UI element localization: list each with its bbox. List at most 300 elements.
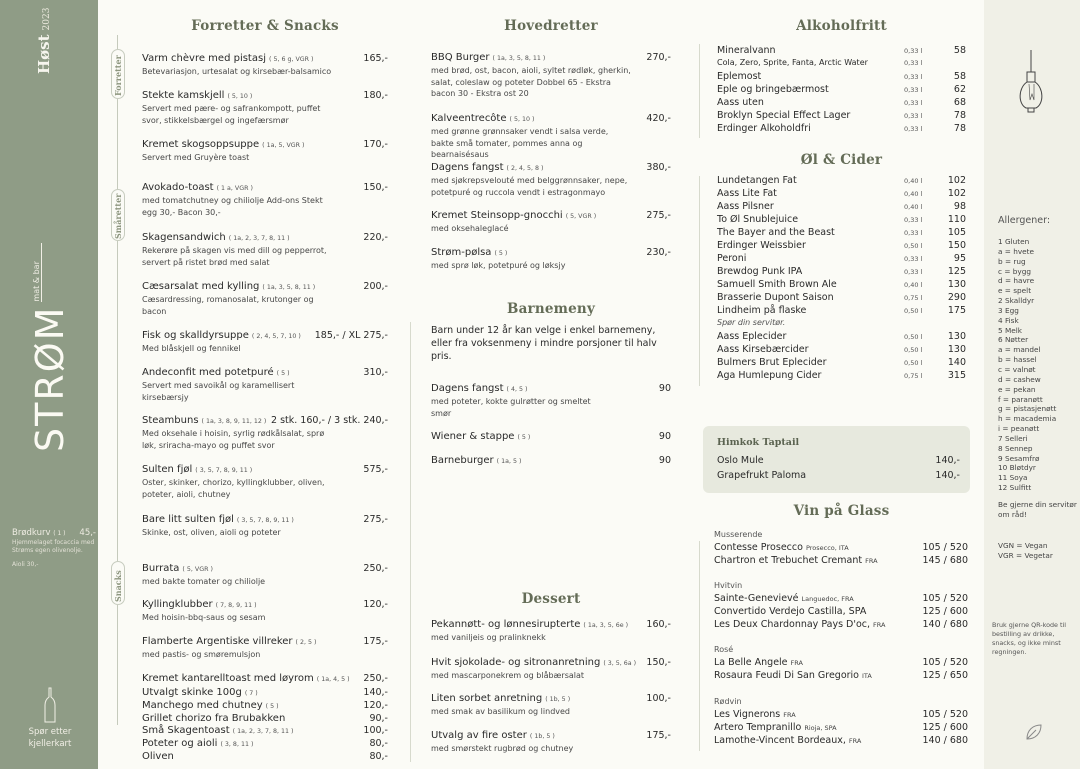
item-price: 100,- xyxy=(646,693,671,704)
menu-item xyxy=(431,155,671,198)
tab-snacks: Snacks xyxy=(111,561,125,605)
alkoholfritt-item xyxy=(717,110,966,123)
wine-item xyxy=(714,670,968,683)
item-name: Hvit sjokolade- og sitronanretning xyxy=(431,657,601,668)
barnemeny-title: Barnemeny xyxy=(506,301,595,317)
wine-name: Rosaura Feudi Di San Gregorio xyxy=(714,670,859,681)
wine-group-label: Hvitvin xyxy=(714,581,743,590)
wine-origin: ITA xyxy=(862,672,872,680)
item-allergens: ( 3, 5, 6a ) xyxy=(603,660,637,667)
wine-price: 105 / 520 xyxy=(922,593,968,604)
drink-price: 98 xyxy=(953,201,966,212)
menu-item xyxy=(431,376,671,419)
menu-item xyxy=(142,629,388,661)
allergen-entry: b = rug xyxy=(998,256,1026,266)
item-desc: Oster, skinker, chorizo, kyllingklubber, oliven, poteter, aioli, chutney xyxy=(142,478,325,499)
snack-item xyxy=(142,744,388,763)
wine-origin: Prosecco, ITA xyxy=(805,544,849,552)
qr-note: Bruk gjerne QR-kode til bestilling av drikke, snacks, og ikke minst regningen. xyxy=(992,621,1067,656)
column-divider xyxy=(410,322,411,762)
item-price: 380,- xyxy=(646,162,671,173)
wine-name: Contesse Prosecco xyxy=(714,542,803,553)
allergen-entry: 11 Soya xyxy=(998,473,1028,483)
wine-price: 125 / 650 xyxy=(922,670,968,681)
drink-name: Brewdog Punk IPA xyxy=(717,266,803,277)
wine-name: Lamothe-Vincent Bordeaux, xyxy=(714,735,846,746)
allergen-entry: 6 Nøtter xyxy=(998,335,1029,345)
drink-name: Lindheim på flaske xyxy=(717,305,807,316)
menu-item xyxy=(431,650,671,682)
ol-note: Spør din servitør. xyxy=(717,318,786,327)
wine-item xyxy=(714,722,968,735)
drink-volume: 0,40 l xyxy=(904,177,923,185)
item-price: 80,- xyxy=(369,738,388,749)
item-allergens: ( 1a, 4, 5 ) xyxy=(316,676,350,683)
item-allergens: ( 5, 10 ) xyxy=(509,116,535,123)
allergen-entry: g = pistasjenøtt xyxy=(998,404,1057,414)
drink-volume: 0,50 l xyxy=(904,307,923,315)
drink-volume: 0,50 l xyxy=(904,333,923,341)
ol-item xyxy=(717,279,966,292)
taptail-box xyxy=(703,426,970,493)
tab-forretter: Forretter xyxy=(111,49,125,99)
drink-price: 110 xyxy=(947,214,966,225)
lightbulb-icon xyxy=(1014,50,1048,116)
drink-volume: 0,33 l xyxy=(904,73,923,81)
drink-volume: 0,33 l xyxy=(904,216,923,224)
bread-price: 45,- xyxy=(79,528,96,538)
item-desc: Skinke, ost, oliven, aioli og poteter xyxy=(142,528,281,537)
hovedretter-column xyxy=(431,0,671,769)
item-name: BBQ Burger xyxy=(431,52,490,63)
wine-origin: FRA xyxy=(865,557,878,565)
ol-title: Øl & Cider xyxy=(800,152,883,168)
drink-name: Eplemost xyxy=(717,71,762,82)
drink-volume: 0,33 l xyxy=(904,255,923,263)
item-allergens: ( 1a, 3, 5, 8, 11 ) xyxy=(262,284,316,291)
item-price: 275,- xyxy=(646,210,671,221)
drink-name: Aass Lite Fat xyxy=(717,188,777,199)
drink-price: 78 xyxy=(953,123,966,134)
menu-item xyxy=(142,274,388,317)
dessert-title: Dessert xyxy=(521,591,581,607)
bread-allergens: ( 1 ) xyxy=(53,530,66,537)
item-desc: Med blåskjell og fennikel xyxy=(142,344,241,353)
wine-name: Artero Tempranillo xyxy=(714,722,802,733)
item-name: Sulten fjøl xyxy=(142,464,193,475)
wine-price: 105 / 520 xyxy=(922,657,968,668)
menu-item xyxy=(431,203,671,235)
menu-item xyxy=(142,225,388,268)
menu-item xyxy=(431,106,671,161)
wine-price: 125 / 600 xyxy=(922,722,968,733)
item-allergens: ( 1a, 2, 3, 7, 8, 11 ) xyxy=(228,235,290,242)
wine-item xyxy=(714,593,968,606)
bread-basket xyxy=(12,528,96,568)
cellar-note: Spør etter kjellerkart xyxy=(28,727,72,749)
wine-price: 125 / 600 xyxy=(922,606,968,617)
drink-name: Lundetangen Fat xyxy=(717,175,797,186)
column-divider xyxy=(699,541,700,751)
ol-item xyxy=(717,292,966,305)
item-name: Cæsarsalat med kylling xyxy=(142,281,260,292)
brand-name: STRØM xyxy=(28,305,72,452)
item-price: 90 xyxy=(658,431,671,442)
drink-name: Aass Kirsebærcider xyxy=(717,344,809,355)
drink-price: 105 xyxy=(947,227,966,238)
drink-name: Eple og bringebærmost xyxy=(717,84,829,95)
allergen-entry: e = spelt xyxy=(998,286,1032,296)
drink-volume: 0,50 l xyxy=(904,242,923,250)
item-name: Andeconfit med potetpuré xyxy=(142,367,274,378)
drink-price: 130 xyxy=(947,344,966,355)
item-desc: med smak av basilikum og lindved xyxy=(431,707,571,716)
drikke-column xyxy=(717,0,966,420)
item-allergens: ( 1a, 3, 8, 9, 11, 12 ) xyxy=(201,418,267,425)
drink-name: Erdinger Alkoholdfri xyxy=(717,123,811,134)
item-allergens: ( 2, 5 ) xyxy=(295,639,317,646)
menu-item xyxy=(142,556,388,588)
alkoholfritt-item xyxy=(717,71,966,84)
item-name: Pekannøtt- og lønnesirupterte xyxy=(431,619,581,630)
item-name: Dagens fangst xyxy=(431,162,504,173)
brand-logo xyxy=(28,262,74,452)
item-allergens: ( 1a, 3, 5, 8, 11 ) xyxy=(492,55,546,62)
item-allergens: ( 2, 4, 5, 8 ) xyxy=(506,165,544,172)
season-year: 2023 xyxy=(42,7,52,31)
item-desc: Servert med pære- og safrankompott, puffet svor, stikkelsbærgel og ingefærsmør xyxy=(142,104,321,125)
allergener-list xyxy=(998,237,1056,493)
item-allergens: ( 5, 10 ) xyxy=(227,93,253,100)
ol-item xyxy=(717,253,966,266)
drink-price: 58 xyxy=(953,71,966,82)
wine-name: La Belle Angele xyxy=(714,657,788,668)
item-desc: Cæsardressing, romanosalat, krutonger og bacon xyxy=(142,295,314,316)
drink-price: 125 xyxy=(947,266,966,277)
item-price: 120,- xyxy=(363,599,388,610)
drink-name: Erdinger Weissbier xyxy=(717,240,806,251)
wine-price: 105 / 520 xyxy=(922,542,968,553)
item-price: 250,- xyxy=(363,563,388,574)
drink-volume: 0,33 l xyxy=(904,268,923,276)
item-name: Liten sorbet anretning xyxy=(431,693,543,704)
allergen-entry: c = bygg xyxy=(998,266,1031,276)
item-price: 90 xyxy=(658,383,671,394)
season-title: Høst xyxy=(35,34,53,74)
item-name: Steambuns xyxy=(142,415,199,426)
drink-name: Peroni xyxy=(717,253,747,264)
item-price: 230,- xyxy=(646,247,671,258)
item-price: 140,- xyxy=(363,687,388,698)
item-desc: med bakte tomater og chiliolje xyxy=(142,577,266,586)
item-price: 250,- xyxy=(363,673,388,684)
drink-price: 130 xyxy=(947,331,966,342)
allergen-entry: b = hassel xyxy=(998,355,1037,365)
item-allergens: ( 5 ) xyxy=(276,370,290,377)
drink-volume: 0,40 l xyxy=(904,190,923,198)
allergen-entry: i = peanøtt xyxy=(998,424,1040,434)
alkoholfritt-title: Alkoholfritt xyxy=(796,18,887,34)
ol-item xyxy=(717,331,966,344)
drink-name: Broklyn Special Effect Lager xyxy=(717,110,851,121)
item-allergens: ( 5, 6 g, VGR ) xyxy=(268,56,314,63)
wine-group-label: Rosé xyxy=(714,645,734,654)
item-price: 80,- xyxy=(369,751,388,762)
item-price: 310,- xyxy=(363,367,388,378)
ol-item xyxy=(717,240,966,253)
item-price: 170,- xyxy=(363,139,388,150)
item-desc: med grønne grønnsaker vendt i salsa verde, bakte små tomater, pommes anna og bearnaisésaus xyxy=(431,127,609,159)
item-allergens: ( 3, 5, 7, 8, 9, 11 ) xyxy=(195,467,253,474)
drink-volume: 0,50 l xyxy=(904,346,923,354)
drink-price: 175 xyxy=(947,305,966,316)
menu-item xyxy=(142,46,388,78)
item-price: 150,- xyxy=(646,657,671,668)
item-name: Oliven xyxy=(142,751,174,762)
wine-price: 140 / 680 xyxy=(922,735,968,746)
item-price: 160,- xyxy=(646,619,671,630)
wine-name: Chartron et Trebuchet Cremant xyxy=(714,555,863,566)
item-name: Dagens fangst xyxy=(431,383,504,394)
item-name: Bare litt sulten fjøl xyxy=(142,514,234,525)
wine-origin: Languedoc, FRA xyxy=(801,595,854,603)
item-price: 220,- xyxy=(363,232,388,243)
allergener-title: Allergener: xyxy=(998,215,1051,226)
ol-item xyxy=(717,175,966,188)
alkoholfritt-item xyxy=(717,45,966,58)
item-desc: Med oksehale i hoisin, syrlig rødkålsalat, sprø løk, sriracha-mayo og puffet svor xyxy=(142,429,325,450)
item-desc: med tomatchutney og chiliolje Add-ons Stekt egg 30,- Bacon 30,- xyxy=(142,196,323,217)
item-name: Skagensandwich xyxy=(142,232,226,243)
forretter-column xyxy=(142,0,388,769)
alkoholfritt-item xyxy=(717,84,966,97)
menu-item xyxy=(431,612,671,644)
item-allergens: ( 5, VGR ) xyxy=(565,213,597,220)
allergen-entry: a = hvete xyxy=(998,246,1035,256)
allergen-entry: f = paranøtt xyxy=(998,394,1043,404)
bread-desc: Hjemmelaget focaccia med Strøms egen olivenolje. xyxy=(12,539,95,554)
ol-item xyxy=(717,357,966,370)
menu-item xyxy=(142,408,388,451)
wine-name: Convertido Verdejo Castilla, SPA xyxy=(714,606,867,617)
allergen-entry: 4 Fisk xyxy=(998,315,1019,325)
item-desc: Servert med savoikål og karamellisert kirsebærsjy xyxy=(142,381,295,402)
allergen-entry: 5 Melk xyxy=(998,325,1022,335)
ol-item xyxy=(717,305,966,318)
taptail-item: Oslo Mule 140,- xyxy=(717,455,960,466)
bread-name: Brødkurv xyxy=(12,528,51,538)
item-price: 275,- xyxy=(363,514,388,525)
drink-name: Cola, Zero, Sprite, Fanta, Arctic Water xyxy=(717,58,868,67)
item-desc: med vaniljeis og pralinknekk xyxy=(431,633,546,642)
menu-item xyxy=(142,592,388,624)
allergen-entry: c = valnøt xyxy=(998,364,1036,374)
item-name: Burrata xyxy=(142,563,180,574)
menu-item xyxy=(142,507,388,539)
allergen-entry: 12 Sulfitt xyxy=(998,483,1032,493)
wine-item xyxy=(714,542,968,555)
brand-subtitle: mat & bar xyxy=(32,243,42,301)
item-allergens: ( 1b, 5 ) xyxy=(545,696,571,703)
item-price: 90 xyxy=(658,455,671,466)
leaf-icon xyxy=(1024,722,1044,742)
column-divider xyxy=(699,44,700,138)
item-price: 185,- / XL 275,- xyxy=(314,330,388,341)
item-desc: Med hoisin-bbq-saus og sesam xyxy=(142,613,266,622)
item-price: 180,- xyxy=(363,90,388,101)
drink-volume: 0,40 l xyxy=(904,281,923,289)
allergen-entry: 10 Bløtdyr xyxy=(998,463,1036,473)
wine-group-label: Musserende xyxy=(714,530,763,539)
drink-volume: 0,33 l xyxy=(904,99,923,107)
menu-item xyxy=(142,360,388,403)
drink-price: 140 xyxy=(947,357,966,368)
drink-volume: 0,33 l xyxy=(904,125,923,133)
drink-price: 68 xyxy=(953,97,966,108)
item-price: 2 stk. 160,- / 3 stk. 240,- xyxy=(271,415,388,426)
alkoholfritt-item xyxy=(717,58,966,71)
item-name: Utvalgt skinke 100g xyxy=(142,687,242,698)
allergen-entry: 9 Sesamfrø xyxy=(998,453,1040,463)
item-price: 420,- xyxy=(646,113,671,124)
season-label xyxy=(34,7,64,74)
wine-name: Les Vignerons xyxy=(714,709,781,720)
item-name: Varm chèvre med pistasj xyxy=(142,53,266,64)
drink-volume: 0,40 l xyxy=(904,203,923,211)
item-name: Poteter og aioli xyxy=(142,738,218,749)
item-allergens: ( 3, 5, 7, 8, 9, 11 ) xyxy=(236,517,294,524)
drink-price: 58 xyxy=(953,45,966,56)
drink-name: The Bayer and the Beast xyxy=(717,227,835,238)
wine-origin: Rioja, SPA xyxy=(804,724,837,732)
allergen-entry: a = mandel xyxy=(998,345,1041,355)
allergen-entry: d = havre xyxy=(998,276,1035,286)
item-allergens: ( 1a, 3, 5, 6e ) xyxy=(583,622,629,629)
wine-item xyxy=(714,555,968,568)
item-allergens: ( 7 ) xyxy=(244,690,258,697)
allergener-ask: Be gjerne din servitør om råd! xyxy=(998,500,1077,519)
wine-item xyxy=(714,606,968,619)
menu-item xyxy=(142,83,388,126)
item-name: Kalveentrecôte xyxy=(431,113,507,124)
wine-item xyxy=(714,709,968,722)
forretter-title: Forretter & Snacks xyxy=(191,18,339,34)
ol-item xyxy=(717,227,966,240)
item-price: 575,- xyxy=(363,464,388,475)
drink-price: 95 xyxy=(953,253,966,264)
drink-name: To Øl Snublejuice xyxy=(717,214,799,225)
item-name: Utvalg av fire oster xyxy=(431,730,527,741)
menu-item xyxy=(142,457,388,500)
item-allergens: ( 7, 8, 9, 11 ) xyxy=(215,602,257,609)
allergen-entry: d = cashew xyxy=(998,374,1041,384)
wine-price: 145 / 680 xyxy=(922,555,968,566)
drink-name: Aga Humlepung Cider xyxy=(717,370,822,381)
item-desc: med brød, ost, bacon, aioli, syltet rødløk, gherkin, salat, coleslaw og poteter Dobbel 65 - Ekstra bacon 30 - Ekstra ost 20 xyxy=(431,66,631,98)
item-desc: med poteter, kokte gulrøtter og smeltet smør xyxy=(431,397,591,418)
tab-smaretter: Småretter xyxy=(111,189,125,241)
item-name: Kremet kantarelltoast med løyrom xyxy=(142,673,314,684)
wine-origin: FRA xyxy=(848,737,862,745)
allergen-entry: h = macademia xyxy=(998,414,1057,424)
ol-item xyxy=(717,201,966,214)
drink-price: 78 xyxy=(953,110,966,121)
menu-item xyxy=(431,723,671,755)
drink-volume: 0,75 l xyxy=(904,294,923,302)
tab-line xyxy=(117,605,118,725)
drink-price: 130 xyxy=(947,279,966,290)
item-name: Kremet skogsoppsuppe xyxy=(142,139,260,150)
tab-line xyxy=(117,99,118,189)
item-price: 150,- xyxy=(363,182,388,193)
item-desc: Betevariasjon, urtesalat og kirsebær-balsamico xyxy=(142,67,332,76)
item-allergens: ( 5 ) xyxy=(517,434,531,441)
allergen-entry: e = pekan xyxy=(998,384,1036,394)
alkoholfritt-item xyxy=(717,97,966,110)
drink-price: 315 xyxy=(947,370,966,381)
item-allergens: ( 1a, 5 ) xyxy=(496,458,522,465)
barnemeny-intro: Barn under 12 år kan velge i enkel barnemeny, eller fra voksenmeny i mindre porsjoner til halv pris. xyxy=(431,325,657,362)
hovedretter-title: Hovedretter xyxy=(504,18,598,34)
ol-item xyxy=(717,344,966,357)
item-price: 175,- xyxy=(363,636,388,647)
item-name: Strøm-pølsa xyxy=(431,247,492,258)
wine-origin: FRA xyxy=(790,659,803,667)
drink-volume: 0,33 l xyxy=(904,112,923,120)
drink-volume: 0,50 l xyxy=(904,359,923,367)
drink-name: Aass uten xyxy=(717,97,764,108)
drink-volume: 0,33 l xyxy=(904,47,923,55)
item-price: 165,- xyxy=(363,53,388,64)
item-name: Små Skagentoast xyxy=(142,725,230,736)
drink-name: Aass Pilsner xyxy=(717,201,774,212)
ol-item xyxy=(717,214,966,227)
wine-name: Les Deux Chardonnay Pays D'oc, xyxy=(714,619,871,630)
menu-item xyxy=(142,132,388,164)
menu-item xyxy=(142,323,388,355)
drink-price: 150 xyxy=(947,240,966,251)
tab-line xyxy=(117,35,118,49)
wine-bottle-icon xyxy=(44,687,56,723)
drink-name: Samuell Smith Brown Ale xyxy=(717,279,837,290)
item-allergens: ( 4, 5 ) xyxy=(506,386,528,393)
item-desc: med pastis- og smøremulsjon xyxy=(142,650,261,659)
item-name: Avokado-toast xyxy=(142,182,214,193)
drink-price: 62 xyxy=(953,84,966,95)
wine-origin: FRA xyxy=(783,711,796,719)
wine-group-label: Rødvin xyxy=(714,697,742,706)
item-name: Wiener & stappe xyxy=(431,431,515,442)
vin-title: Vin på Glass xyxy=(793,503,890,519)
item-desc: med smørstekt rugbrød og chutney xyxy=(431,744,574,753)
item-allergens: ( 1 a, VGR ) xyxy=(216,185,253,192)
menu-item xyxy=(431,686,671,718)
item-desc: med mascarponekrem og blåbærsalat xyxy=(431,671,585,680)
item-name: Kyllingklubber xyxy=(142,599,213,610)
drink-volume: 0,33 l xyxy=(904,86,923,94)
item-name: Kremet Steinsopp-gnocchi xyxy=(431,210,563,221)
drink-name: Aass Eplecider xyxy=(717,331,787,342)
item-name: Fisk og skalldyrsuppe xyxy=(142,330,249,341)
drink-volume: 0,75 l xyxy=(904,372,923,380)
drink-price: 102 xyxy=(947,175,966,186)
item-desc: med sjøkrepsvelouté med belggrønnsaker, nepe, potetpuré og ruccola vendt i estragonmayo xyxy=(431,176,628,197)
column-divider xyxy=(699,176,700,386)
item-price: 120,- xyxy=(363,700,388,711)
menu-item xyxy=(142,175,388,218)
alkoholfritt-item xyxy=(717,123,966,136)
allergen-entry: 1 Gluten xyxy=(998,237,1030,246)
